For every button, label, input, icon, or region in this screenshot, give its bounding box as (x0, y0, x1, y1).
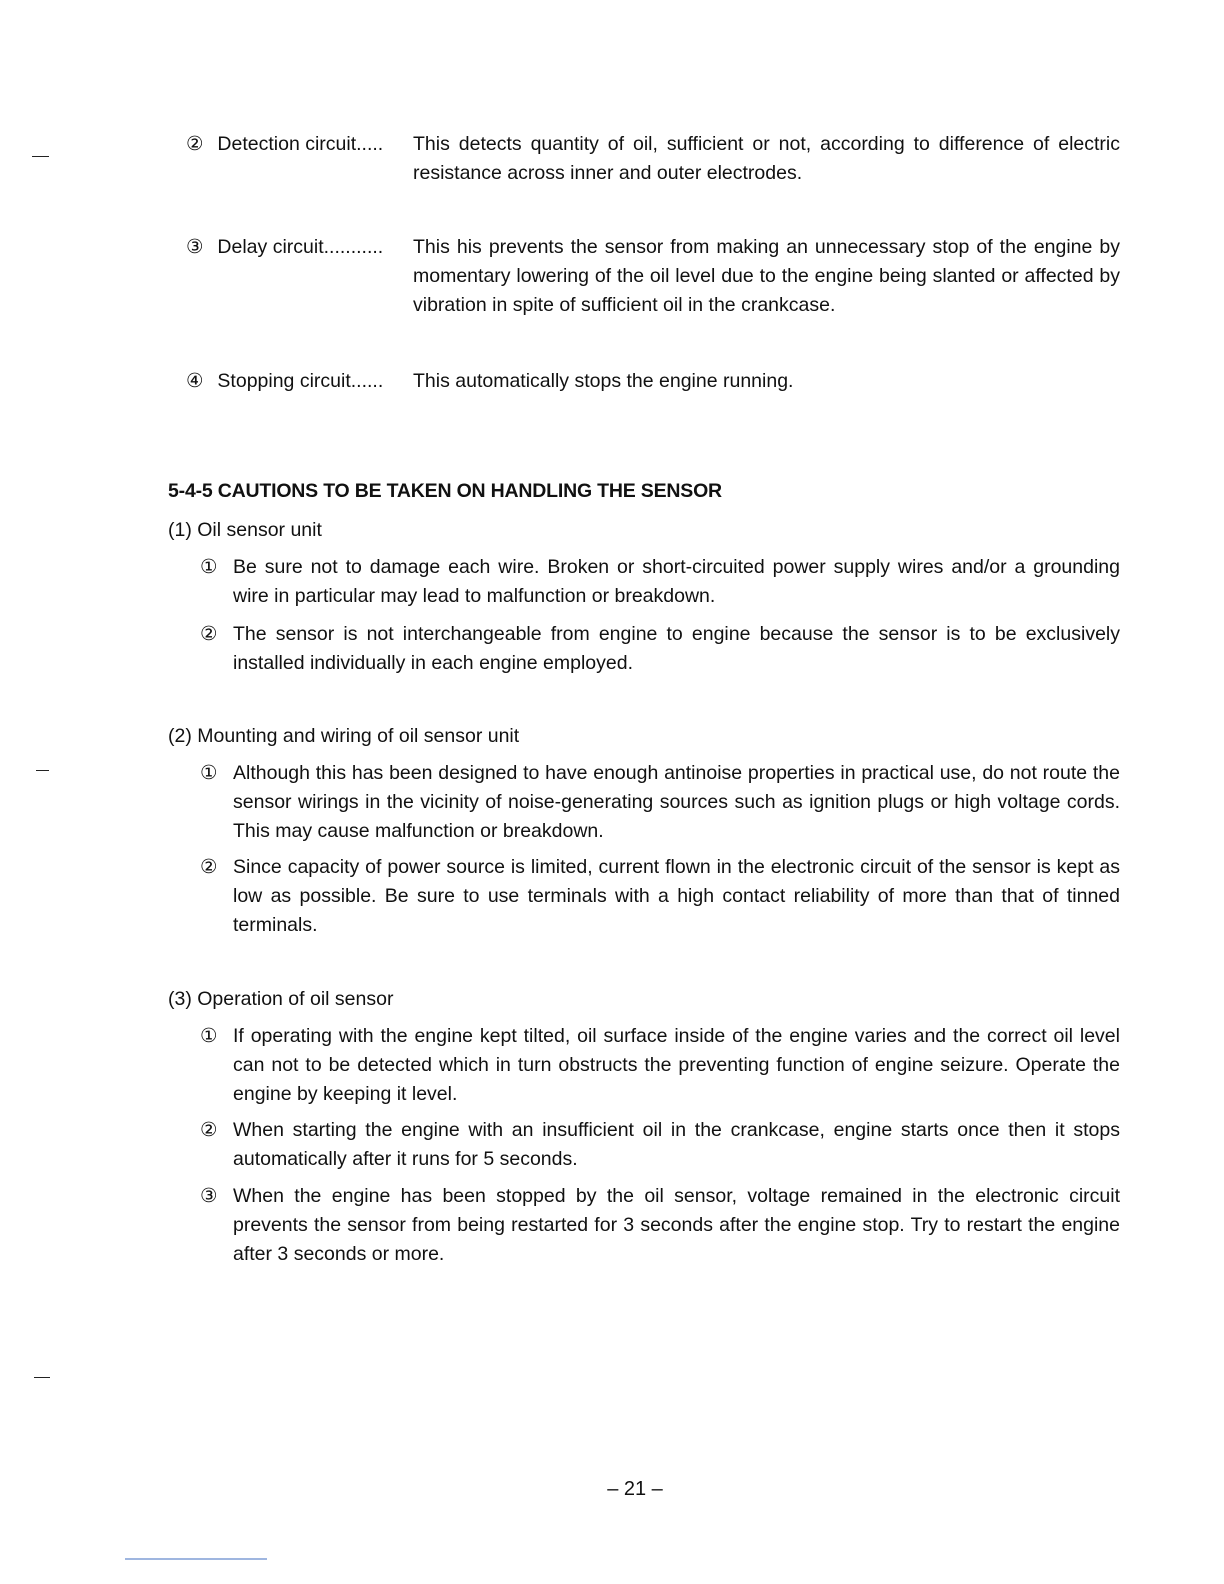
circuit-name: Detection circuit (217, 133, 357, 155)
item-text: When starting the engine with an insufficient oil in the crankcase, engine starts once then it stops automatically after it runs for 5 seconds. (233, 1119, 1120, 1170)
circuit-leader: ..... (356, 133, 384, 155)
circuit-item-stopping (186, 367, 1120, 396)
list-item (200, 1116, 1120, 1174)
circuit-label (186, 130, 383, 159)
subsection-heading-mounting-wiring: (2) Mounting and wiring of oil sensor unit (168, 725, 520, 747)
circuit-label (186, 367, 383, 396)
circuit-number: ③ (186, 236, 204, 258)
item-number: ① (200, 1025, 218, 1047)
subsection-heading-oil-sensor-unit: (1) Oil sensor unit (168, 519, 322, 541)
circuit-description: This detects quantity of oil, sufficient or not, according to difference of electric resistance across inner and outer electrodes. (413, 133, 1120, 184)
item-number: ③ (200, 1185, 218, 1207)
item-number: ② (200, 623, 218, 645)
circuit-label (186, 233, 383, 262)
circuit-name: Stopping circuit (217, 370, 351, 392)
item-text: Since capacity of power source is limited, current flown in the electronic circuit of the sensor is kept as low as possible. Be sure to use terminals with a high contact reliability of more than that of tinned terminals. (233, 856, 1120, 936)
item-text: If operating with the engine kept tilted, oil surface inside of the engine varies and the correct oil level can not to be detected which in turn obstructs the preventing function of engine seizure. Operate the engine by keeping it level. (233, 1025, 1120, 1105)
item-text: Although this has been designed to have enough antinoise properties in practical use, do not route the sensor wirings in the vicinity of noise-generating sources such as ignition plugs or high voltage cords. This may cause malfunction or breakdown. (233, 762, 1120, 842)
circuit-item-detection (186, 130, 1120, 188)
page-number: – 21 – (607, 1478, 663, 1500)
list-item (200, 553, 1120, 611)
circuit-description: This his prevents the sensor from making an unnecessary stop of the engine by momentary lowering of the oil level due to the engine being slanted or affected by vibration in spite of sufficient oil in the crankcase. (413, 236, 1120, 316)
list-item (200, 1182, 1120, 1269)
list-item (200, 620, 1120, 678)
margin-mark (32, 156, 49, 157)
list-item (200, 853, 1120, 940)
item-text: When the engine has been stopped by the oil sensor, voltage remained in the electronic circuit prevents the sensor from being restarted for 3 seconds after the engine stop. Try to restart the engine after 3 seconds or more. (233, 1185, 1120, 1265)
item-text: Be sure not to damage each wire. Broken or short-circuited power supply wires and/or a grounding wire in particular may lead to malfunction or breakdown. (233, 556, 1120, 607)
item-number: ① (200, 762, 218, 784)
margin-mark (34, 1377, 50, 1378)
list-item (200, 1022, 1120, 1109)
circuit-leader: ........... (323, 236, 384, 258)
margin-mark (36, 770, 49, 771)
item-number: ② (200, 856, 218, 878)
list-item (200, 759, 1120, 846)
circuit-number: ④ (186, 370, 204, 392)
circuit-item-delay (186, 233, 1120, 320)
item-number: ② (200, 1119, 218, 1141)
circuit-number: ② (186, 133, 204, 155)
item-number: ① (200, 556, 218, 578)
circuit-name: Delay circuit (217, 236, 324, 258)
circuit-leader: ...... (350, 370, 384, 392)
subsection-heading-operation: (3) Operation of oil sensor (168, 988, 394, 1010)
section-title: 5-4-5 CAUTIONS TO BE TAKEN ON HANDLING THE SENSOR (168, 480, 722, 502)
circuit-description: This automatically stops the engine running. (413, 370, 794, 392)
item-text: The sensor is not interchangeable from engine to engine because the sensor is to be exclusively installed individually in each engine employed. (233, 623, 1120, 674)
bottom-rule (125, 1558, 267, 1560)
